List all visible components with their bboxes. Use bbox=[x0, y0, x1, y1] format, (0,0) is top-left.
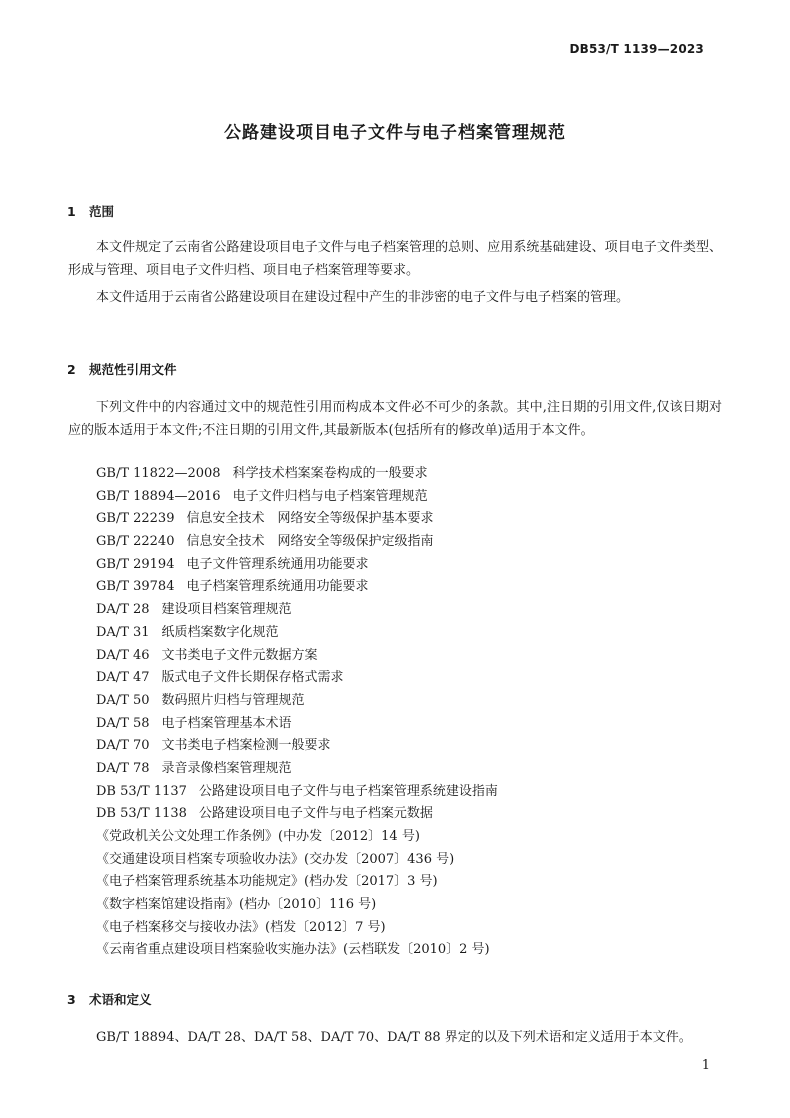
section-2-heading bbox=[67, 360, 177, 378]
paragraph: GB/T 18894、DA/T 28、DA/T 58、DA/T 70、DA/T 88 界定的以及下列术语和定义适用于本文件。 bbox=[96, 1030, 692, 1045]
reference-item bbox=[96, 849, 498, 872]
reference-item bbox=[96, 645, 498, 668]
document-title: 公路建设项目电子文件与电子档案管理规范 bbox=[224, 123, 566, 143]
reference-title: 公路建设项目电子文件与电子档案元数据 bbox=[198, 806, 433, 822]
reference-title: 电子文件归档与电子档案管理规范 bbox=[232, 488, 428, 504]
paragraph: 本文件规定了云南省公路建设项目电子文件与电子档案管理的总则、应用系统基础建设、项目电子文件类型、形成与管理、项目电子文件归档、项目电子档案管理等要求。 bbox=[68, 240, 722, 278]
reference-item bbox=[96, 803, 498, 826]
reference-code: DA/T 47 bbox=[96, 670, 150, 686]
reference-item bbox=[96, 463, 498, 486]
reference-title: 信息安全技术 网络安全等级保护基本要求 bbox=[186, 511, 434, 527]
reference-item bbox=[96, 735, 498, 758]
reference-title: 纸质档案数字化规范 bbox=[161, 624, 279, 640]
reference-title: 科学技术档案案卷构成的一般要求 bbox=[232, 466, 428, 481]
reference-title: 文书类电子文件元数据方案 bbox=[161, 647, 318, 663]
reference-title: 电子档案管理基本术语 bbox=[161, 715, 292, 731]
reference-item bbox=[96, 508, 498, 531]
reference-code: DA/T 31 bbox=[96, 624, 150, 640]
reference-code: GB/T 29194 bbox=[96, 556, 175, 572]
reference-item bbox=[96, 917, 498, 940]
reference-title: 公路建设项目电子文件与电子档案管理系统建设指南 bbox=[198, 783, 498, 799]
reference-title: 文书类电子档案检测一般要求 bbox=[161, 738, 331, 754]
reference-title: 信息安全技术 网络安全等级保护定级指南 bbox=[186, 534, 434, 550]
reference-title: 电子文件管理系统通用功能要求 bbox=[186, 556, 369, 572]
section-number: 1 bbox=[67, 204, 76, 219]
reference-item bbox=[96, 781, 498, 804]
reference-code: GB/T 18894—2016 bbox=[96, 488, 221, 504]
reference-item bbox=[96, 576, 498, 599]
reference-code: DB 53/T 1137 bbox=[96, 783, 187, 799]
section-number: 2 bbox=[67, 362, 76, 377]
reference-item bbox=[96, 871, 498, 894]
reference-item bbox=[96, 826, 498, 849]
reference-item bbox=[96, 531, 498, 554]
reference-code: DA/T 46 bbox=[96, 647, 150, 663]
reference-code: GB/T 39784 bbox=[96, 579, 175, 595]
section-1-heading bbox=[67, 202, 114, 220]
reference-code: DA/T 28 bbox=[96, 602, 150, 618]
section-title: 范围 bbox=[89, 204, 115, 219]
section-3-heading bbox=[67, 990, 152, 1008]
reference-title: 《云南省重点建设项目档案验收实施办法》(云档联发〔2010〕2 号) bbox=[96, 942, 490, 958]
reference-code: DB 53/T 1138 bbox=[96, 806, 187, 822]
document-number: DB53/T 1139—2023 bbox=[569, 42, 704, 56]
reference-item bbox=[96, 622, 498, 645]
reference-item bbox=[96, 690, 498, 713]
section-number: 3 bbox=[67, 992, 76, 1007]
reference-item bbox=[96, 758, 498, 781]
reference-title: 《电子档案管理系统基本功能规定》(档办发〔2017〕3 号) bbox=[96, 874, 438, 890]
normative-references-list bbox=[96, 463, 498, 962]
page-number: 1 bbox=[701, 1058, 710, 1073]
reference-title: 《数字档案馆建设指南》(档办〔2010〕116 号) bbox=[96, 897, 377, 913]
paragraph: 下列文件中的内容通过文中的规范性引用而构成本文件必不可少的条款。其中,注日期的引用文件,仅该日期对应的版本适用于本文件;不注日期的引用文件,其最新版本(包括所有的修改单)适用于本文件。 bbox=[68, 400, 722, 438]
reference-title: 建设项目档案管理规范 bbox=[161, 602, 292, 618]
reference-code: GB/T 11822—2008 bbox=[96, 466, 221, 481]
reference-item bbox=[96, 939, 498, 962]
paragraph: 本文件适用于云南省公路建设项目在建设过程中产生的非涉密的电子文件与电子档案的管理。 bbox=[96, 290, 630, 305]
reference-title: 数码照片归档与管理规范 bbox=[161, 692, 305, 708]
reference-item bbox=[96, 599, 498, 622]
reference-code: DA/T 78 bbox=[96, 760, 150, 776]
reference-item bbox=[96, 486, 498, 509]
reference-title: 录音录像档案管理规范 bbox=[161, 760, 292, 776]
reference-title: 版式电子文件长期保存格式需求 bbox=[161, 670, 344, 686]
section-title: 规范性引用文件 bbox=[89, 362, 177, 377]
reference-title: 《党政机关公文处理工作条例》(中办发〔2012〕14 号) bbox=[96, 829, 420, 844]
reference-title: 《电子档案移交与接收办法》(档发〔2012〕7 号) bbox=[96, 919, 386, 935]
reference-item bbox=[96, 894, 498, 917]
reference-code: GB/T 22239 bbox=[96, 511, 175, 527]
reference-item bbox=[96, 554, 498, 577]
reference-item bbox=[96, 713, 498, 736]
reference-title: 电子档案管理系统通用功能要求 bbox=[186, 579, 369, 595]
reference-code: DA/T 50 bbox=[96, 692, 150, 708]
reference-item bbox=[96, 667, 498, 690]
section-title: 术语和定义 bbox=[89, 992, 152, 1007]
reference-title: 《交通建设项目档案专项验收办法》(交办发〔2007〕436 号) bbox=[96, 851, 455, 867]
reference-code: DA/T 58 bbox=[96, 715, 150, 731]
reference-code: DA/T 70 bbox=[96, 738, 150, 754]
reference-code: GB/T 22240 bbox=[96, 534, 175, 550]
